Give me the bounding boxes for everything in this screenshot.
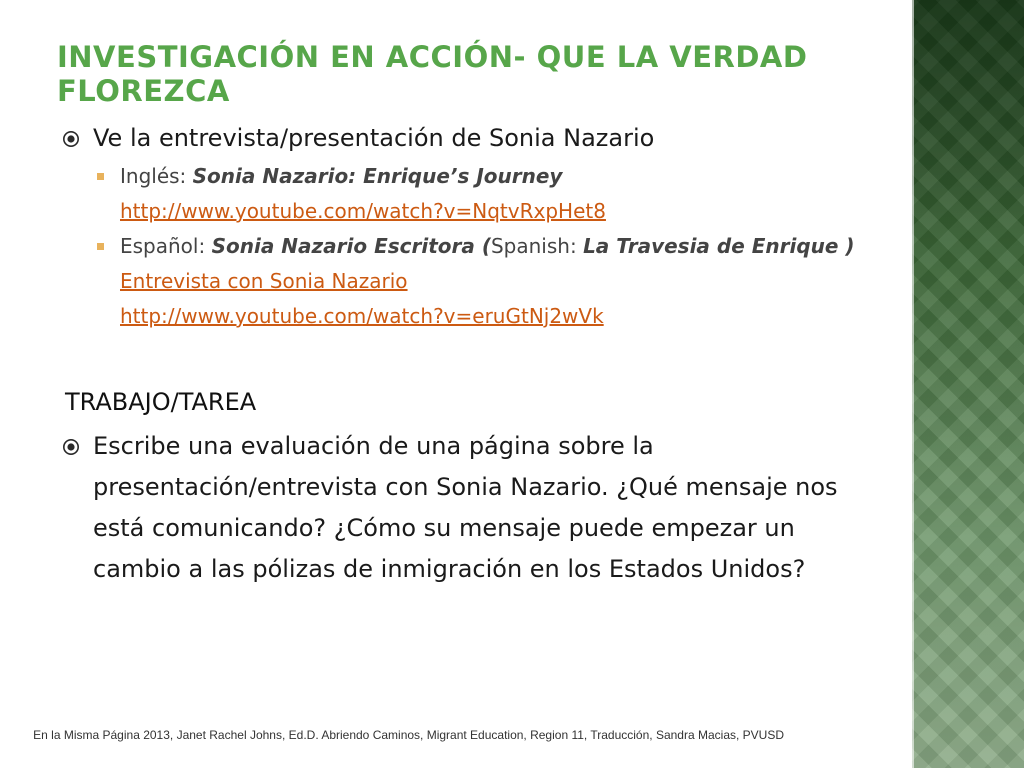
slide-title: INVESTIGACIÓN EN ACCIÓN- QUE LA VERDAD FLOREZCA — [57, 40, 808, 108]
spanish-inline-label: Spanish: — [490, 234, 584, 258]
slide-content — [60, 118, 860, 590]
english-label: Inglés: — [120, 164, 193, 188]
footer-credit: En la Misma Página 2013, Janet Rachel Johns, Ed.D. Abriendo Caminos, Migrant Education, Region 11, Traducción, Sandra Macias, PVUSD — [33, 728, 784, 742]
spanish-video-title-part1: Sonia Nazario Escritora ( — [211, 234, 491, 258]
spanish-link-item — [60, 229, 860, 334]
homework-text: Escribe una evaluación de una página sobre la presentación/entrevista con Sonia Nazario. ¿Qué mensaje nos está comunicando? ¿Cómo su mensaje puede empezar un cambio a las pólizas de inmigración en los Estados Unidos? — [93, 432, 838, 583]
circle-bullet-icon — [62, 130, 80, 148]
spanish-interview-link[interactable]: Entrevista con Sonia Nazario — [120, 269, 408, 293]
spanish-label: Español: — [120, 234, 212, 258]
homework-heading: TRABAJO/TAREA — [65, 388, 257, 416]
english-video-title: Sonia Nazario: Enrique’s Journey — [192, 164, 563, 188]
spanish-video-link[interactable]: http://www.youtube.com/watch?v=eruGtNj2wVk — [120, 304, 604, 328]
english-video-link[interactable]: http://www.youtube.com/watch?v=NqtvRxpHet8 — [120, 199, 606, 223]
sidebar-edge-line — [912, 0, 914, 768]
interview-bullet — [60, 118, 860, 159]
interview-heading: Ve la entrevista/presentación de Sonia Nazario — [93, 124, 655, 152]
decorative-sidebar — [912, 0, 1024, 768]
circle-bullet-icon — [62, 438, 80, 456]
square-bullet-icon — [97, 243, 104, 250]
spanish-video-title-part2: La Travesia de Enrique ) — [583, 234, 855, 258]
square-bullet-icon — [97, 173, 104, 180]
english-link-item — [60, 159, 860, 229]
homework-bullet — [60, 426, 860, 590]
